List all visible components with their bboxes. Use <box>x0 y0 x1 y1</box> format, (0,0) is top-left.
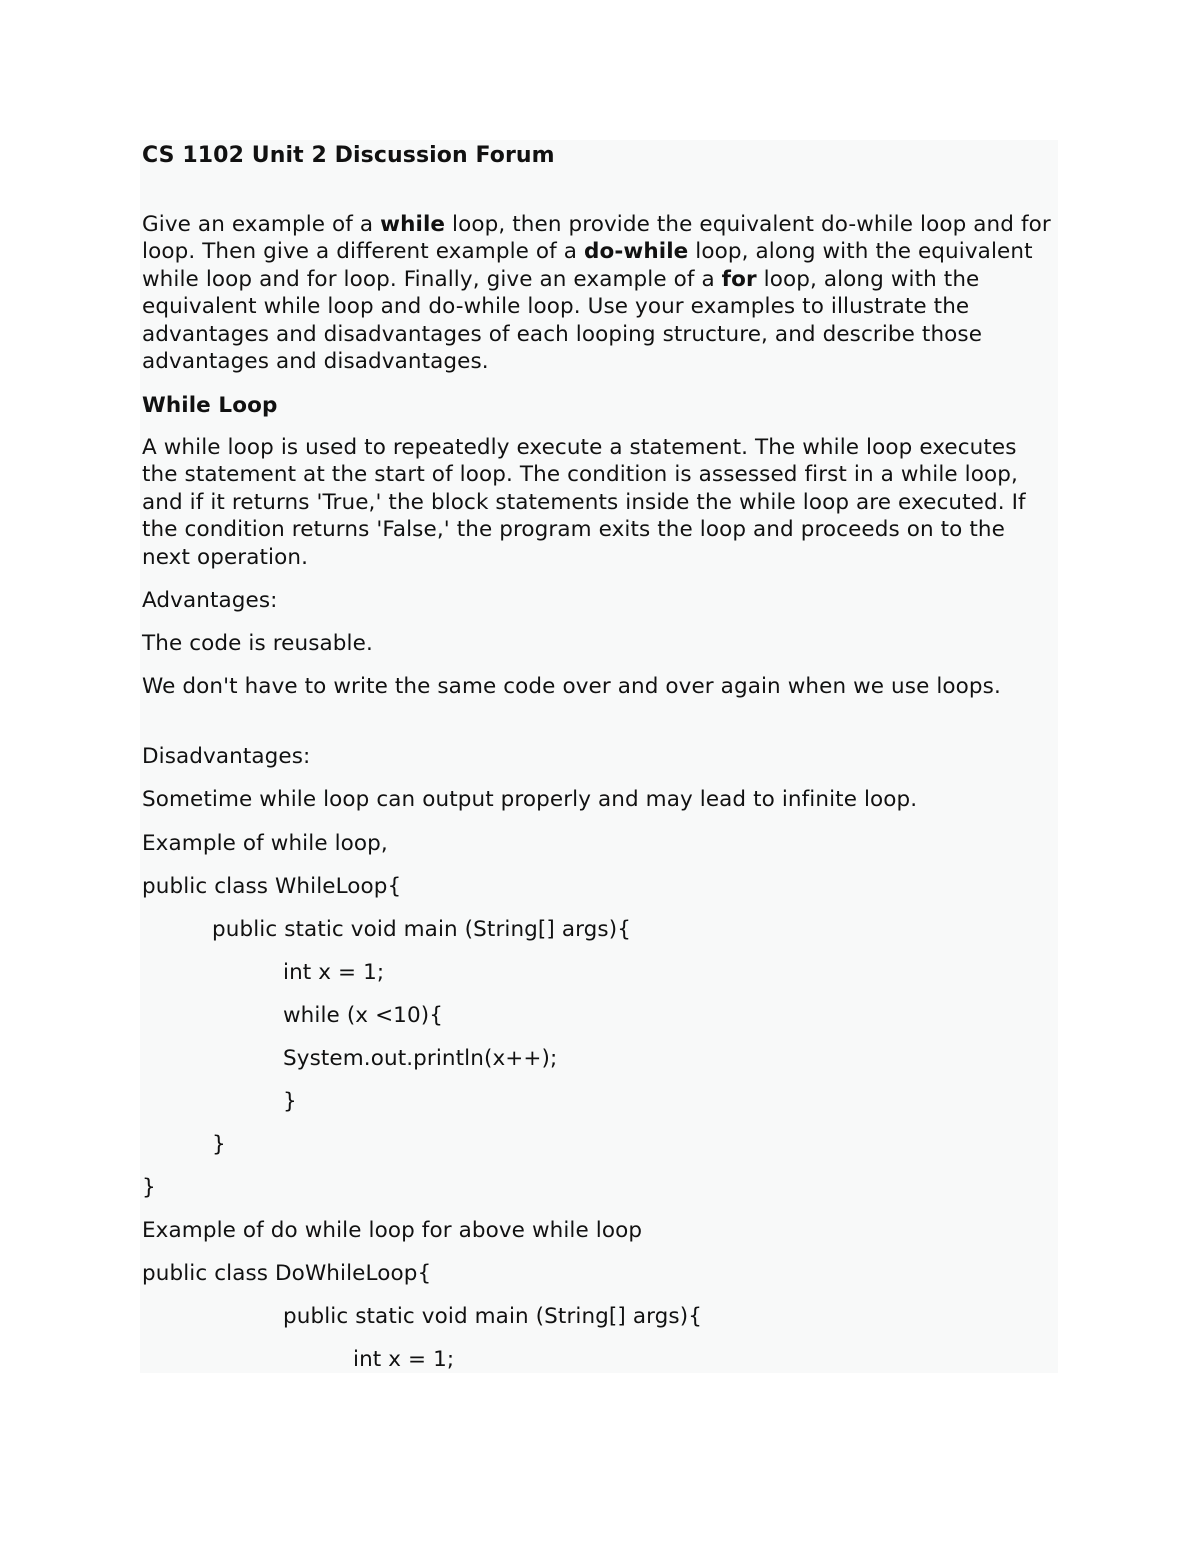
prompt-bold-do-while: do-while <box>583 239 689 265</box>
code-line: int x = 1; <box>353 1347 455 1372</box>
while-loop-heading: While Loop <box>142 393 278 418</box>
disadvantages-label: Disadvantages: <box>142 744 311 769</box>
page-title: CS 1102 Unit 2 Discussion Forum <box>142 143 555 168</box>
code-line: int x = 1; <box>283 960 385 985</box>
code-line: while (x <10){ <box>283 1003 444 1028</box>
code-line: public class DoWhileLoop{ <box>142 1261 432 1286</box>
advantages-label: Advantages: <box>142 588 278 613</box>
while-loop-description: A while loop is used to repeatedly execute a statement. The while loop executes the statement at the start of loop. The condition is assessed first in a while loop, and if it returns 'True,' the block statements inside the while loop are executed. If the condition returns 'False,' the program exits the loop and proceeds on to the next operation. <box>142 435 1026 570</box>
code-line: } <box>212 1132 226 1157</box>
advantage-item: We don't have to write the same code over and over again when we use loops. <box>142 674 1001 699</box>
do-while-example-label: Example of do while loop for above while loop <box>142 1218 643 1243</box>
code-line: public static void main (String[] args){ <box>283 1304 702 1329</box>
code-line: } <box>142 1175 156 1200</box>
code-line: public static void main (String[] args){ <box>212 917 631 942</box>
while-example-label: Example of while loop, <box>142 831 388 856</box>
advantage-item: The code is reusable. <box>142 631 373 656</box>
assignment-prompt <box>142 211 1058 375</box>
prompt-text: loop, along with the equivalent while loop and for loop. Finally, give an example of a <box>142 239 1033 292</box>
disadvantage-item: Sometime while loop can output properly and may lead to infinite loop. <box>142 787 918 812</box>
prompt-text: loop, along with the equivalent while loop and do-while loop. Use your examples to illustrate the advantages and disadvantages of each looping structure, and describe those advantages and disadvantages. <box>142 266 983 375</box>
prompt-text: Give an example of a <box>142 212 381 237</box>
code-line: } <box>283 1089 297 1114</box>
code-line: public class WhileLoop{ <box>142 874 402 899</box>
prompt-text: loop, then provide the equivalent do-while loop and for loop. Then give a different example of a <box>142 212 1051 265</box>
prompt-bold-for: for <box>721 266 757 292</box>
code-line: System.out.println(x++); <box>283 1046 558 1071</box>
prompt-bold-while: while <box>380 212 446 237</box>
